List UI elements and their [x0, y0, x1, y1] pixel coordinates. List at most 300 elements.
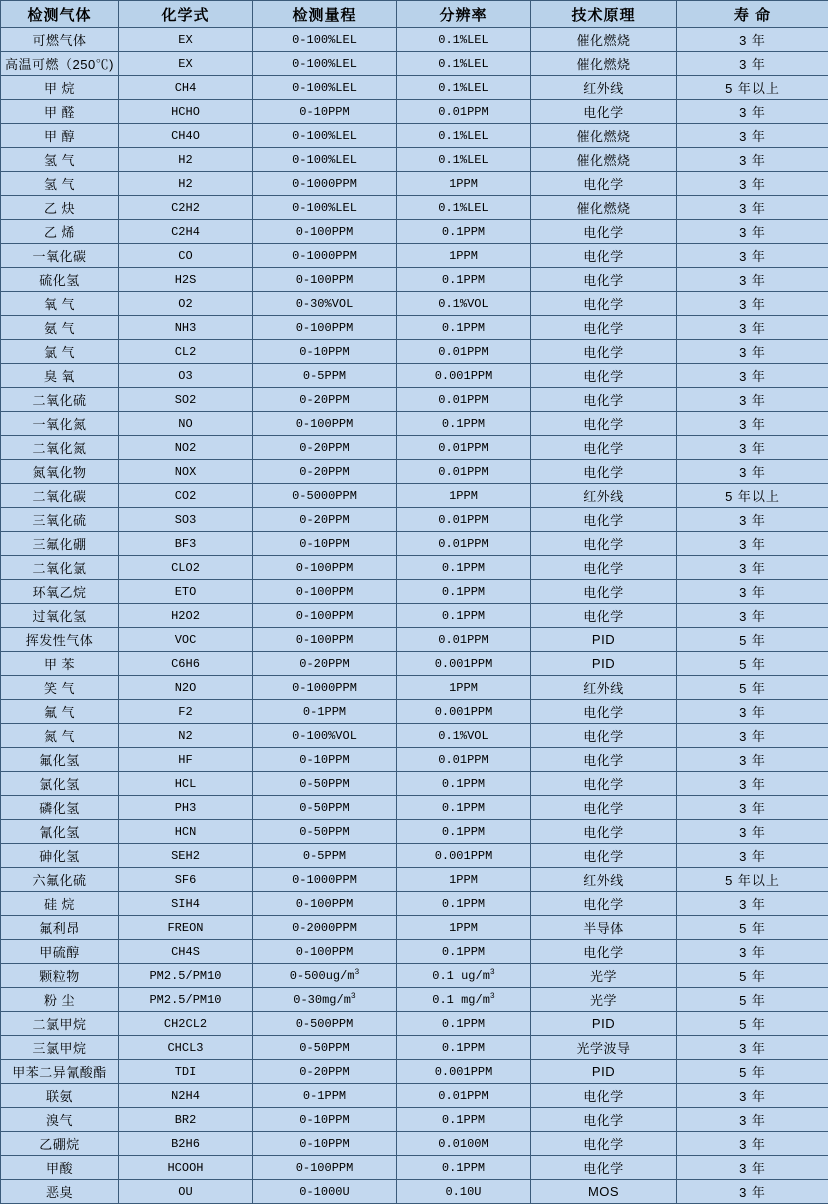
cell-principle: 电化学: [531, 844, 677, 868]
cell-lifetime: 3 年: [677, 532, 828, 556]
cell-formula: CO: [119, 244, 253, 268]
cell-lifetime: 3 年: [677, 388, 828, 412]
cell-gas: 二氧化硫: [1, 388, 119, 412]
cell-formula: N2H4: [119, 1084, 253, 1108]
cell-gas: 六氟化硫: [1, 868, 119, 892]
cell-principle: 电化学: [531, 700, 677, 724]
cell-lifetime: 3 年: [677, 796, 828, 820]
cell-principle: 电化学: [531, 316, 677, 340]
cell-range: 0-100%LEL: [253, 124, 397, 148]
cell-lifetime: 3 年: [677, 892, 828, 916]
table-row: [1, 1180, 828, 1204]
cell-resolution: 0.1PPM: [397, 556, 531, 580]
cell-resolution: 0.1PPM: [397, 1156, 531, 1180]
cell-gas: 氯 气: [1, 340, 119, 364]
cell-gas: 甲硫醇: [1, 940, 119, 964]
cell-gas: 甲酸: [1, 1156, 119, 1180]
cell-lifetime: 3 年: [677, 340, 828, 364]
cell-lifetime: 3 年: [677, 844, 828, 868]
cell-gas: 可燃气体: [1, 28, 119, 52]
table-row: [1, 868, 828, 892]
cell-range: 0-50PPM: [253, 820, 397, 844]
cell-principle: 红外线: [531, 76, 677, 100]
cell-formula: BR2: [119, 1108, 253, 1132]
cell-lifetime: 3 年: [677, 1108, 828, 1132]
cell-principle: 红外线: [531, 868, 677, 892]
cell-formula: C2H4: [119, 220, 253, 244]
table-row: [1, 172, 828, 196]
cell-formula: B2H6: [119, 1132, 253, 1156]
table-row: [1, 796, 828, 820]
cell-principle: 电化学: [531, 292, 677, 316]
cell-gas: 氟化氢: [1, 748, 119, 772]
cell-resolution: 1PPM: [397, 484, 531, 508]
cell-gas: 甲 烷: [1, 76, 119, 100]
table-row: [1, 1108, 828, 1132]
cell-formula: CO2: [119, 484, 253, 508]
table-row: [1, 196, 828, 220]
table-row: [1, 244, 828, 268]
cell-lifetime: 3 年: [677, 772, 828, 796]
cell-resolution: 0.01PPM: [397, 100, 531, 124]
cell-range: 0-100PPM: [253, 316, 397, 340]
cell-resolution: 0.1PPM: [397, 796, 531, 820]
cell-principle: 电化学: [531, 772, 677, 796]
cell-resolution: 0.1PPM: [397, 1108, 531, 1132]
cell-gas: 二氧化氯: [1, 556, 119, 580]
cell-range: 0-100PPM: [253, 556, 397, 580]
table-row: [1, 988, 828, 1012]
cell-resolution: 0.1PPM: [397, 772, 531, 796]
cell-gas: 恶臭: [1, 1180, 119, 1204]
cell-resolution: 1PPM: [397, 172, 531, 196]
cell-gas: 二氧化氮: [1, 436, 119, 460]
cell-gas: 硫化氢: [1, 268, 119, 292]
cell-gas: 环氧乙烷: [1, 580, 119, 604]
cell-range: 0-20PPM: [253, 652, 397, 676]
cell-resolution: 0.1PPM: [397, 268, 531, 292]
table-header: [1, 1, 828, 28]
cell-gas: 乙硼烷: [1, 1132, 119, 1156]
table-row: [1, 580, 828, 604]
table-row: [1, 124, 828, 148]
table-row: [1, 628, 828, 652]
cell-lifetime: 5 年: [677, 652, 828, 676]
cell-lifetime: 3 年: [677, 220, 828, 244]
table-header-row: [1, 1, 828, 28]
cell-principle: 电化学: [531, 1156, 677, 1180]
cell-formula: SO3: [119, 508, 253, 532]
cell-formula: EX: [119, 52, 253, 76]
cell-principle: 光学波导: [531, 1036, 677, 1060]
cell-gas: 氧 气: [1, 292, 119, 316]
cell-gas: 一氧化碳: [1, 244, 119, 268]
cell-range: 0-5PPM: [253, 844, 397, 868]
cell-lifetime: 5 年: [677, 1012, 828, 1036]
cell-formula: VOC: [119, 628, 253, 652]
table-row: [1, 1060, 828, 1084]
cell-formula: H2: [119, 172, 253, 196]
cell-resolution: 0.1%LEL: [397, 28, 531, 52]
cell-principle: 电化学: [531, 268, 677, 292]
table-row: [1, 484, 828, 508]
cell-gas: 氰化氢: [1, 820, 119, 844]
cell-lifetime: 3 年: [677, 436, 828, 460]
cell-lifetime: 3 年: [677, 1180, 828, 1204]
cell-lifetime: 3 年: [677, 604, 828, 628]
cell-resolution: 0.001PPM: [397, 652, 531, 676]
cell-lifetime: 3 年: [677, 820, 828, 844]
cell-lifetime: 3 年: [677, 268, 828, 292]
cell-lifetime: 5 年: [677, 676, 828, 700]
cell-range: 0-100%LEL: [253, 28, 397, 52]
cell-lifetime: 3 年: [677, 724, 828, 748]
cell-range: 0-20PPM: [253, 508, 397, 532]
cell-lifetime: 3 年: [677, 508, 828, 532]
cell-gas: 甲 醇: [1, 124, 119, 148]
cell-range: 0-100PPM: [253, 604, 397, 628]
cell-lifetime: 5 年: [677, 964, 828, 988]
cell-range: 0-30%VOL: [253, 292, 397, 316]
cell-resolution: 0.1%VOL: [397, 724, 531, 748]
table-row: [1, 916, 828, 940]
table-row: [1, 748, 828, 772]
cell-formula: C6H6: [119, 652, 253, 676]
table-row: [1, 676, 828, 700]
cell-resolution: 0.001PPM: [397, 844, 531, 868]
cell-resolution: 0.1%LEL: [397, 148, 531, 172]
table-row: [1, 940, 828, 964]
cell-range: 0-100PPM: [253, 1156, 397, 1180]
cell-lifetime: 3 年: [677, 100, 828, 124]
table-row: [1, 340, 828, 364]
cell-lifetime: 3 年: [677, 172, 828, 196]
cell-gas: 氢 气: [1, 148, 119, 172]
cell-resolution: 0.1%LEL: [397, 124, 531, 148]
cell-range: 0-1000PPM: [253, 172, 397, 196]
cell-resolution: 0.001PPM: [397, 364, 531, 388]
cell-resolution: 0.1PPM: [397, 412, 531, 436]
cell-formula: CL2: [119, 340, 253, 364]
cell-gas: 砷化氢: [1, 844, 119, 868]
cell-range: 0-100PPM: [253, 892, 397, 916]
table-row: [1, 52, 828, 76]
cell-gas: 甲苯二异氰酸酯: [1, 1060, 119, 1084]
table-row: [1, 292, 828, 316]
table-row: [1, 220, 828, 244]
cell-gas: 一氧化氮: [1, 412, 119, 436]
table-row: [1, 316, 828, 340]
cell-principle: 电化学: [531, 460, 677, 484]
cell-formula: OU: [119, 1180, 253, 1204]
cell-formula: NO: [119, 412, 253, 436]
cell-range: 0-100%LEL: [253, 196, 397, 220]
cell-principle: 催化燃烧: [531, 52, 677, 76]
cell-principle: 催化燃烧: [531, 196, 677, 220]
cell-formula: HCHO: [119, 100, 253, 124]
cell-range: 0-1000U: [253, 1180, 397, 1204]
cell-principle: PID: [531, 1012, 677, 1036]
cell-lifetime: 5 年以上: [677, 868, 828, 892]
cell-formula: NO2: [119, 436, 253, 460]
table-row: [1, 28, 828, 52]
cell-resolution: 0.01PPM: [397, 340, 531, 364]
cell-range: 0-1PPM: [253, 1084, 397, 1108]
cell-formula: TDI: [119, 1060, 253, 1084]
cell-formula: PH3: [119, 796, 253, 820]
cell-lifetime: 3 年: [677, 1084, 828, 1108]
cell-lifetime: 3 年: [677, 748, 828, 772]
table-row: [1, 700, 828, 724]
cell-lifetime: 3 年: [677, 244, 828, 268]
cell-formula: N2O: [119, 676, 253, 700]
cell-principle: 电化学: [531, 1084, 677, 1108]
cell-formula: ETO: [119, 580, 253, 604]
cell-principle: 催化燃烧: [531, 148, 677, 172]
cell-resolution: 0.001PPM: [397, 700, 531, 724]
cell-resolution: 0.1PPM: [397, 940, 531, 964]
cell-range: 0-100PPM: [253, 940, 397, 964]
cell-resolution: 0.1%VOL: [397, 292, 531, 316]
cell-formula: BF3: [119, 532, 253, 556]
table-row: [1, 364, 828, 388]
cell-range: 0-1000PPM: [253, 244, 397, 268]
cell-resolution: 0.01PPM: [397, 532, 531, 556]
cell-lifetime: 3 年: [677, 292, 828, 316]
cell-principle: 电化学: [531, 412, 677, 436]
cell-gas: 氢 气: [1, 172, 119, 196]
cell-lifetime: 3 年: [677, 1036, 828, 1060]
cell-formula: NH3: [119, 316, 253, 340]
cell-gas: 氟利昂: [1, 916, 119, 940]
cell-range: 0-50PPM: [253, 796, 397, 820]
cell-range: 0-100PPM: [253, 580, 397, 604]
table-row: [1, 1156, 828, 1180]
cell-range: 0-10PPM: [253, 532, 397, 556]
cell-principle: 电化学: [531, 820, 677, 844]
cell-principle: 电化学: [531, 940, 677, 964]
cell-resolution: 0.0100M: [397, 1132, 531, 1156]
cell-gas: 磷化氢: [1, 796, 119, 820]
cell-formula: CH4: [119, 76, 253, 100]
cell-resolution: 0.10U: [397, 1180, 531, 1204]
cell-principle: 光学: [531, 988, 677, 1012]
cell-lifetime: 3 年: [677, 28, 828, 52]
table-row: [1, 1132, 828, 1156]
cell-principle: 电化学: [531, 340, 677, 364]
cell-lifetime: 5 年: [677, 1060, 828, 1084]
cell-principle: 电化学: [531, 556, 677, 580]
cell-formula: H2: [119, 148, 253, 172]
cell-range: 0-10PPM: [253, 748, 397, 772]
cell-formula: N2: [119, 724, 253, 748]
table-row: [1, 964, 828, 988]
cell-lifetime: 3 年: [677, 700, 828, 724]
table-row: [1, 508, 828, 532]
cell-formula: C2H2: [119, 196, 253, 220]
table-row: [1, 556, 828, 580]
cell-range: 0-1000PPM: [253, 868, 397, 892]
cell-principle: 电化学: [531, 364, 677, 388]
cell-gas: 三氧化硫: [1, 508, 119, 532]
cell-resolution: 0.01PPM: [397, 436, 531, 460]
cell-gas: 溴气: [1, 1108, 119, 1132]
cell-resolution: 0.1PPM: [397, 316, 531, 340]
cell-formula: NOX: [119, 460, 253, 484]
cell-resolution: 0.1%LEL: [397, 76, 531, 100]
table-row: [1, 820, 828, 844]
cell-principle: 红外线: [531, 484, 677, 508]
cell-lifetime: 3 年: [677, 52, 828, 76]
cell-resolution: 0.01PPM: [397, 628, 531, 652]
cell-range: 0-500PPM: [253, 1012, 397, 1036]
cell-resolution: 0.1PPM: [397, 820, 531, 844]
cell-resolution: 0.1PPM: [397, 892, 531, 916]
cell-range: $0-500ug/m^3$: [253, 964, 397, 988]
cell-formula: EX: [119, 28, 253, 52]
cell-range: 0-5000PPM: [253, 484, 397, 508]
cell-lifetime: 3 年: [677, 1156, 828, 1180]
cell-resolution: 0.01PPM: [397, 1084, 531, 1108]
cell-range: 0-100%VOL: [253, 724, 397, 748]
cell-formula: CH4S: [119, 940, 253, 964]
cell-principle: 催化燃烧: [531, 28, 677, 52]
cell-resolution: 0.1PPM: [397, 1036, 531, 1060]
column-header-resolution: 分辨率: [397, 1, 531, 28]
cell-gas: 氮氧化物: [1, 460, 119, 484]
cell-lifetime: 3 年: [677, 1132, 828, 1156]
cell-formula: HF: [119, 748, 253, 772]
cell-resolution: 0.1 $mg/m^3$: [397, 988, 531, 1012]
table-row: [1, 772, 828, 796]
cell-lifetime: 5 年以上: [677, 484, 828, 508]
cell-principle: 红外线: [531, 676, 677, 700]
cell-principle: 电化学: [531, 604, 677, 628]
cell-lifetime: 3 年: [677, 124, 828, 148]
cell-principle: PID: [531, 652, 677, 676]
cell-lifetime: 3 年: [677, 364, 828, 388]
cell-gas: 联氨: [1, 1084, 119, 1108]
cell-resolution: 0.1PPM: [397, 580, 531, 604]
cell-resolution: 0.1 $ug/m^3$: [397, 964, 531, 988]
cell-principle: 电化学: [531, 1132, 677, 1156]
cell-gas: 高温可燃（250℃): [1, 52, 119, 76]
cell-principle: 电化学: [531, 724, 677, 748]
cell-principle: 光学: [531, 964, 677, 988]
cell-range: 0-100%LEL: [253, 76, 397, 100]
cell-principle: 电化学: [531, 100, 677, 124]
cell-range: 0-1000PPM: [253, 676, 397, 700]
cell-formula: H2O2: [119, 604, 253, 628]
table-row: [1, 76, 828, 100]
cell-gas: 笑 气: [1, 676, 119, 700]
table-row: [1, 652, 828, 676]
table-row: [1, 892, 828, 916]
cell-range: 0-100PPM: [253, 628, 397, 652]
cell-principle: PID: [531, 1060, 677, 1084]
cell-resolution: 1PPM: [397, 916, 531, 940]
cell-lifetime: 5 年: [677, 628, 828, 652]
cell-gas: 甲 醛: [1, 100, 119, 124]
column-header-range: 检测量程: [253, 1, 397, 28]
cell-gas: 过氧化氢: [1, 604, 119, 628]
cell-range: 0-50PPM: [253, 1036, 397, 1060]
cell-principle: 电化学: [531, 436, 677, 460]
cell-resolution: 0.1PPM: [397, 1012, 531, 1036]
cell-lifetime: 3 年: [677, 580, 828, 604]
cell-principle: 电化学: [531, 1108, 677, 1132]
cell-resolution: 1PPM: [397, 676, 531, 700]
table-row: [1, 724, 828, 748]
cell-range: 0-20PPM: [253, 460, 397, 484]
cell-gas: 氮 气: [1, 724, 119, 748]
cell-formula: PM2.5/PM10: [119, 988, 253, 1012]
cell-gas: 氟 气: [1, 700, 119, 724]
cell-resolution: 0.1%LEL: [397, 196, 531, 220]
cell-range: 0-10PPM: [253, 340, 397, 364]
cell-principle: 半导体: [531, 916, 677, 940]
cell-range: $0-30mg/m^3$: [253, 988, 397, 1012]
table-row: [1, 436, 828, 460]
cell-lifetime: 3 年: [677, 460, 828, 484]
table-row: [1, 412, 828, 436]
cell-formula: FREON: [119, 916, 253, 940]
cell-formula: F2: [119, 700, 253, 724]
cell-range: 0-100PPM: [253, 412, 397, 436]
cell-lifetime: 3 年: [677, 940, 828, 964]
cell-range: 0-100%LEL: [253, 148, 397, 172]
cell-formula: SEH2: [119, 844, 253, 868]
cell-lifetime: 3 年: [677, 412, 828, 436]
cell-formula: CH4O: [119, 124, 253, 148]
cell-range: 0-1PPM: [253, 700, 397, 724]
cell-principle: 电化学: [531, 532, 677, 556]
cell-formula: O2: [119, 292, 253, 316]
cell-gas: 甲 苯: [1, 652, 119, 676]
column-header-gas: 检测气体: [1, 1, 119, 28]
cell-gas: 挥发性气体: [1, 628, 119, 652]
table-row: [1, 460, 828, 484]
cell-range: 0-10PPM: [253, 100, 397, 124]
cell-formula: HCOOH: [119, 1156, 253, 1180]
cell-principle: 电化学: [531, 796, 677, 820]
cell-lifetime: 3 年: [677, 556, 828, 580]
cell-principle: MOS: [531, 1180, 677, 1204]
cell-formula: HCN: [119, 820, 253, 844]
cell-principle: 电化学: [531, 244, 677, 268]
cell-gas: 氯化氢: [1, 772, 119, 796]
cell-gas: 粉 尘: [1, 988, 119, 1012]
cell-principle: 电化学: [531, 172, 677, 196]
table-body: [1, 28, 828, 1204]
cell-range: 0-20PPM: [253, 1060, 397, 1084]
cell-principle: PID: [531, 628, 677, 652]
cell-lifetime: 3 年: [677, 148, 828, 172]
cell-principle: 电化学: [531, 892, 677, 916]
cell-lifetime: 3 年: [677, 196, 828, 220]
column-header-lifetime: 寿 命: [677, 1, 828, 28]
table-row: [1, 100, 828, 124]
cell-range: 0-20PPM: [253, 388, 397, 412]
cell-gas: 颗粒物: [1, 964, 119, 988]
cell-formula: O3: [119, 364, 253, 388]
table-row: [1, 1012, 828, 1036]
cell-formula: H2S: [119, 268, 253, 292]
cell-resolution: 0.01PPM: [397, 460, 531, 484]
cell-resolution: 0.01PPM: [397, 748, 531, 772]
cell-range: 0-100PPM: [253, 268, 397, 292]
column-header-principle: 技术原理: [531, 1, 677, 28]
